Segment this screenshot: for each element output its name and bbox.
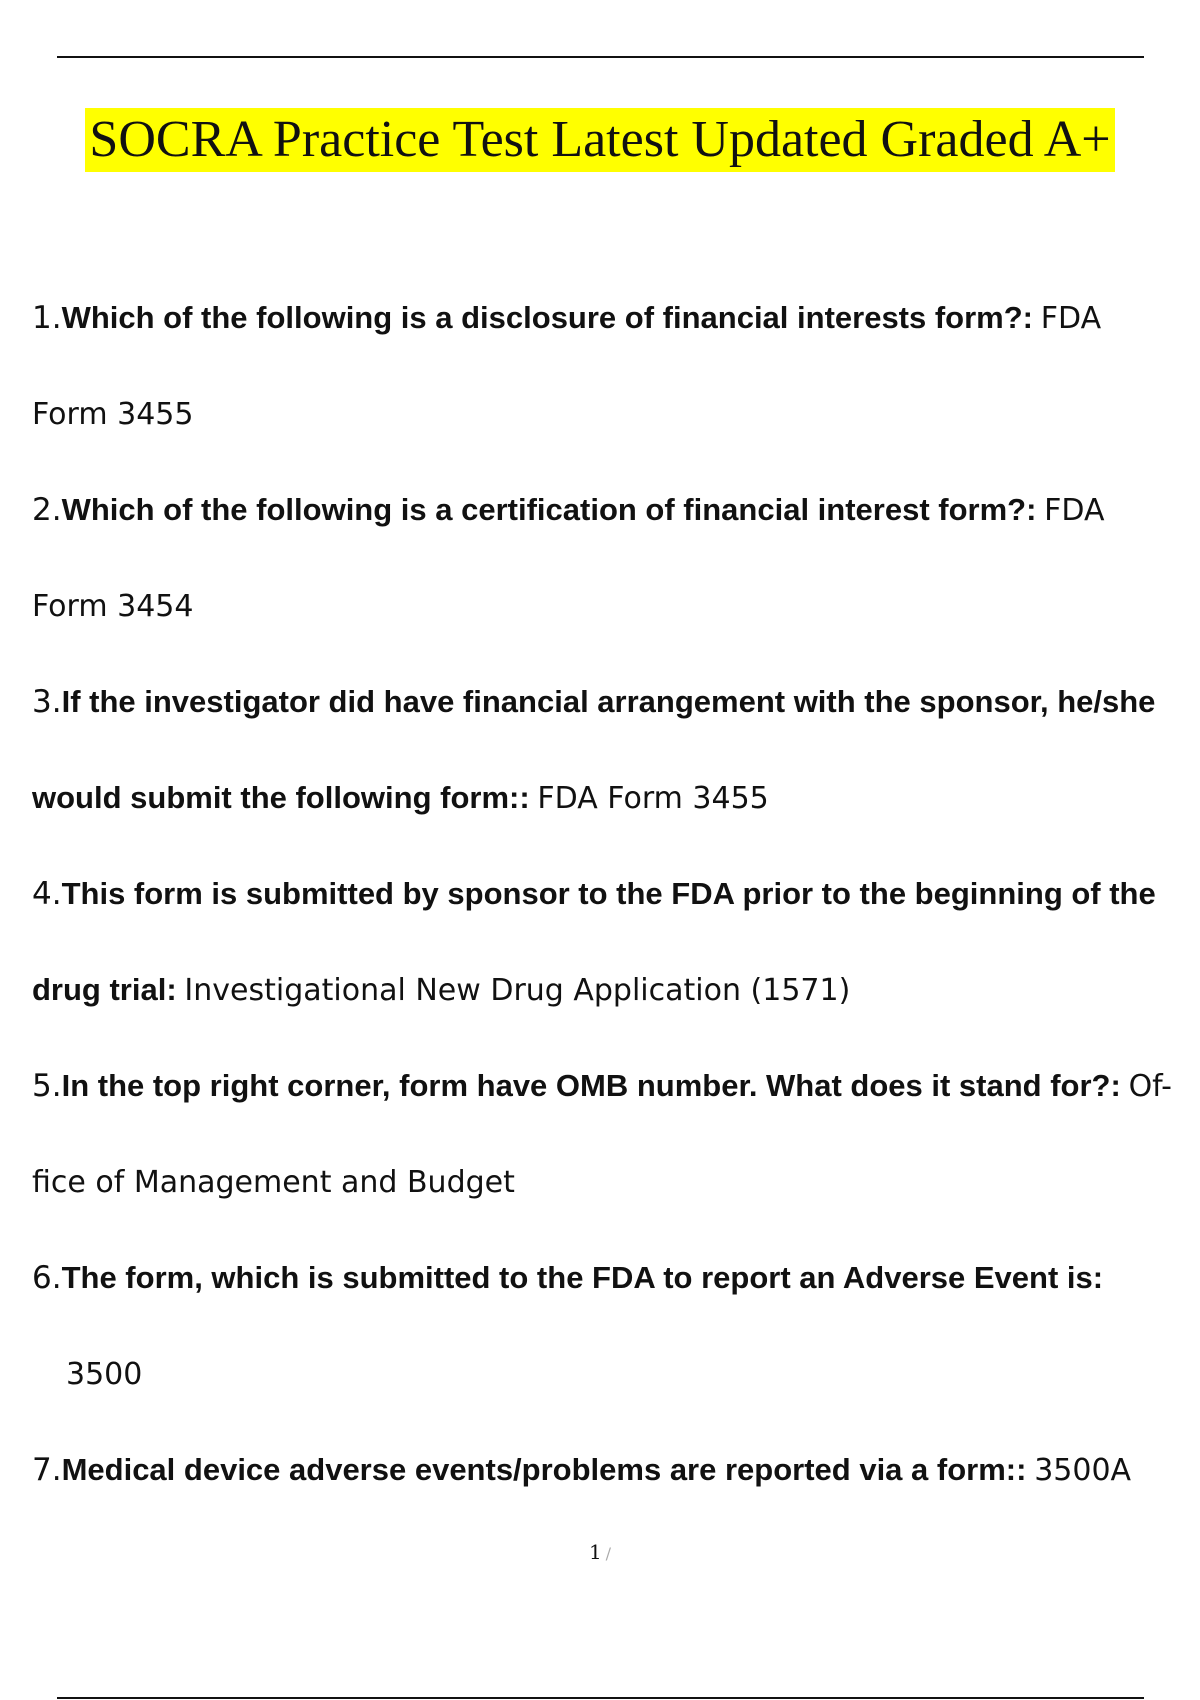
question-text: In the top right corner, form have OMB number. What does it stand for?: (61, 1068, 1121, 1103)
list-item (32, 654, 1182, 846)
question-text: This form is submitted by sponsor to the FDA prior to the beginning of the drug trial: (32, 876, 1156, 1007)
page-separator: / (605, 1544, 612, 1563)
list-item (32, 846, 1182, 1038)
list-item (32, 1230, 1182, 1422)
top-rule (57, 56, 1144, 58)
answer-text: FDA Form 3455 (537, 781, 769, 816)
question-text: Which of the following is a certification of financial interest form?: (61, 492, 1037, 527)
question-text: Medical device adverse events/problems are reported via a form:: (61, 1452, 1027, 1487)
question-number: 7. (32, 1452, 62, 1488)
document-title: SOCRA Practice Test Latest Updated Graded A+ (85, 108, 1114, 172)
question-number: 2. (32, 492, 62, 528)
answer-text: 3500A (1034, 1453, 1132, 1488)
question-number: 5. (32, 1068, 62, 1104)
bottom-rule (57, 1697, 1144, 1699)
question-text: If the investigator did have financial arrangement with the sponsor, he/she would submit the following form:: (32, 684, 1156, 815)
question-number: 3. (32, 684, 62, 720)
list-item (32, 1038, 1182, 1230)
list-item (32, 1422, 1182, 1518)
list-item (32, 462, 1182, 654)
question-number: 4. (32, 876, 62, 912)
question-number: 1. (32, 300, 62, 336)
answer-text: Investigational New Drug Application (1571) (184, 973, 851, 1008)
question-text: Which of the following is a disclosure of financial interests form?: (61, 300, 1034, 335)
page-number (0, 1540, 1200, 1564)
question-list (32, 270, 1182, 1518)
answer-text: 3500 (66, 1357, 143, 1392)
question-text: The form, which is submitted to the FDA to report an Adverse Event is: (61, 1260, 1104, 1295)
answer-text: FDA Form 3454 (32, 493, 1105, 624)
answer-text: Of- fice of Management and Budget (32, 1069, 1172, 1200)
answer-text: FDA Form 3455 (32, 301, 1102, 432)
question-number: 6. (32, 1260, 62, 1296)
list-item (32, 270, 1182, 462)
title-block (0, 108, 1200, 172)
page-number-value: 1 (588, 1540, 602, 1564)
